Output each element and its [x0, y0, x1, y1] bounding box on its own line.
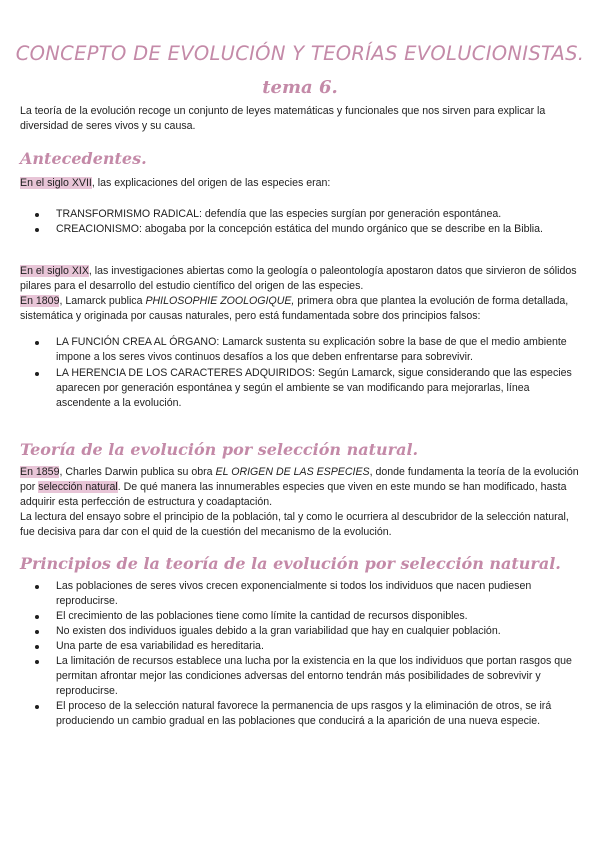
- list-item: LA FUNCIÓN CREA AL ÓRGANO: Lamarck sustenta su explicación sobre la base de que el medio ambiente impone a los seres vivos continuos desafíos a los que deben enfrentarse para sobrevivir.: [20, 335, 582, 365]
- list-item: Una parte de esa variabilidad es hereditaria.: [20, 639, 582, 654]
- section-heading-seleccion-natural: Teoría de la evolución por selección natural.: [20, 440, 419, 459]
- page-subtitle: tema 6.: [262, 77, 338, 98]
- list-item: Las poblaciones de seres vivos crecen exponencialmente si todos los individuos que nacen pudiesen reproducirse.: [20, 579, 582, 609]
- highlight-siglo-xix: En el siglo XIX: [20, 265, 89, 277]
- principios-list: [20, 579, 582, 729]
- seleccion-paragraph-1: En 1859, Charles Darwin publica su obra EL ORIGEN DE LAS ESPECIES, donde fundamenta la teoría de la evolución por selección natural. De qué manera las innumerables especies que viven en este mundo se han modificado, hasta adquirir esta perfección de estructura y coadaptación.: [20, 466, 579, 508]
- section-heading-principios: Principios de la teoría de la evolución por selección natural.: [20, 554, 561, 573]
- list-item: TRANSFORMISMO RADICAL: defendía que las especies surgían por generación espontánea.: [20, 207, 582, 222]
- list-item: La limitación de recursos establece una lucha por la existencia en la que los individuos que portan rasgos que permitan afrontar mejor las condiciones adversas del entorno tendrán más posibilidades de sobrevivir y reproducirse.: [20, 654, 582, 699]
- antecedentes-list-2: [20, 335, 582, 411]
- highlight-seleccion-natural: selección natural: [38, 481, 118, 493]
- section-heading-antecedentes: Antecedentes.: [20, 149, 147, 168]
- list-item: El proceso de la selección natural favorece la permanencia de ups rasgos y la eliminación de otros, se irá produciendo un cambio gradual en las poblaciones que conducirá a la aparición de una nueva especie.: [20, 699, 582, 729]
- seleccion-paragraph-2: La lectura del ensayo sobre el principio de la población, tal y como le ocurriera al descubridor de la selección natural, fue decisiva para dar con el quid de la cuestión del mecanismo de la evolución.: [20, 511, 569, 538]
- antecedentes-paragraph-1: En el siglo XVII, las explicaciones del origen de las especies eran:: [20, 177, 331, 189]
- antecedentes-list-1: [20, 207, 582, 237]
- highlight-1809: En 1809: [20, 295, 60, 307]
- highlight-siglo-xvii: En el siglo XVII: [20, 177, 92, 189]
- book-title-origen: EL ORIGEN DE LAS ESPECIES: [215, 466, 370, 478]
- list-item: CREACIONISMO: abogaba por la concepción estática del mundo orgánico que se describe en la Biblia.: [20, 222, 582, 237]
- intro-paragraph: La teoría de la evolución recoge un conjunto de leyes matemáticas y funcionales que nos sirven para explicar la diversidad de seres vivos y su causa.: [20, 105, 546, 132]
- antecedentes-paragraph-3: En 1809, Lamarck publica PHILOSOPHIE ZOOLOGIQUE, primera obra que plantea la evolución de forma detallada, sistemática y originada por causas naturales, pero está fundamentada sobre dos principios falsos:: [20, 295, 569, 322]
- list-item: LA HERENCIA DE LOS CARACTERES ADQUIRIDOS: Según Lamarck, sigue considerando que las especies aparecen por generación espontánea y según el ambiente se van modificando para mejorarlas, línea ascendente a la evolución.: [20, 366, 582, 411]
- book-title-philosophie: PHILOSOPHIE ZOOLOGIQUE,: [145, 295, 295, 307]
- antecedentes-paragraph-2: En el siglo XIX, las investigaciones abiertas como la geología o paleontología apostaron datos que sirvieron de sólidos pilares para el desarrollo del estudio científico del origen de las especies.: [20, 265, 577, 292]
- list-item: El crecimiento de las poblaciones tiene como límite la cantidad de recursos disponibles.: [20, 609, 582, 624]
- page-title: CONCEPTO DE EVOLUCIÓN Y TEORÍAS EVOLUCIONISTAS.: [15, 42, 585, 65]
- highlight-1859: En 1859: [20, 466, 60, 478]
- list-item: No existen dos individuos iguales debido a la gran variabilidad que hay en cualquier población.: [20, 624, 582, 639]
